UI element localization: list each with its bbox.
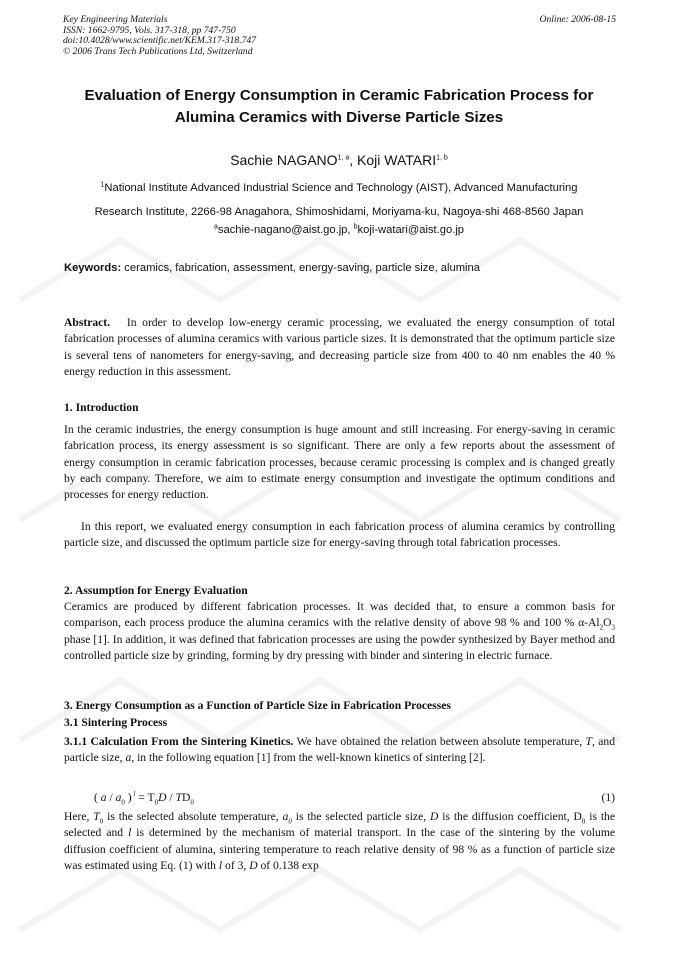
subscript: 0 [190, 798, 194, 807]
var-T: T [585, 735, 592, 748]
text: is the selected particle size, [291, 810, 430, 823]
section-1-paragraph-1: In the ceramic industries, the energy consumption is huge amount and still increasing. For energy-saving in ceramic fabrication process, its energy assessment is so significant. There are only a few reports about the assessment of energy consumption in ceramic fabrication processes, because ceramic processing is complex and is changed greatly by each company. Therefore, we aim to estimate energy consumption and investigate the optimum conditions and processes for energy reduction. [64, 423, 615, 502]
eq-D: D [181, 791, 191, 804]
eq-part: ( [94, 791, 101, 804]
author-1-sup: 1, a [337, 154, 350, 162]
section-2-text-a: Ceramics are produced by different fabrication processes. It was decided that, to ensure a common basis for comparison, each process produce the alumina ceramics with the relative density of above 98 % and 100 % α-Al [64, 600, 615, 630]
subscript: 0 [99, 817, 104, 826]
author-2: Koji WATARI [357, 152, 437, 168]
var-T0: T [93, 810, 100, 823]
journal-name: Key Engineering Materials [63, 14, 168, 25]
author-1: Sachie NAGANO [230, 152, 338, 168]
section-3-heading: 3. Energy Consumption as a Function of Particle Size in Fabrication Processes [64, 699, 451, 712]
section-2-heading: 2. Assumption for Energy Evaluation [64, 584, 248, 597]
text: , and particle size, [64, 735, 615, 765]
section-3-1-1-paragraph-2 [64, 809, 615, 874]
subscript: 0 [288, 817, 292, 826]
section-2-text-c: phase [1]. In addition, it was defined that fabrication processes are using the powder synthesized by Bayer method and controlled particle size by grinding, forming by dry pressing with binder and sintering in electric furnace. [64, 632, 615, 662]
eq-a0: a [115, 791, 122, 804]
eq-D: D [158, 791, 167, 804]
text: is the selected and [64, 810, 615, 840]
copyright: © 2006 Trans Tech Publications Ltd, Switzerland [63, 45, 253, 57]
eq-part: = T [135, 791, 155, 804]
abstract [64, 315, 615, 380]
email-b-sup: b [353, 223, 358, 231]
affiliation [62, 176, 616, 224]
var-D: D [429, 810, 439, 823]
equation-number: (1) [601, 791, 615, 804]
author-list [0, 152, 678, 168]
eq-part: / [166, 791, 176, 804]
eq-T: T [175, 791, 182, 804]
affiliation-line-1: National Institute Advanced Industrial Science and Technology (AIST), Advanced Manufacturing [104, 182, 578, 194]
email-a-sup: a [213, 223, 218, 231]
subscript: 0 [581, 817, 586, 826]
abstract-label: Abstract. [64, 316, 111, 329]
var-a: a [125, 751, 132, 765]
text: Here, [64, 810, 94, 823]
title-line-2: Alumina Ceramics with Diverse Particle Sizes [174, 109, 504, 126]
section-3-1-1-paragraph [64, 734, 615, 767]
email-separator: , [347, 224, 354, 236]
text: of 3, [222, 858, 250, 872]
author-separator: , [349, 152, 358, 168]
eq-a: a [100, 791, 107, 804]
section-1-heading: 1. Introduction [64, 401, 139, 414]
section-1-paragraph-2: In this report, we evaluated energy consumption in each fabrication process of alumina ceramics by controlling particle size, and discussed the optimum particle size for energy-saving through total fabrication processes. [64, 520, 615, 550]
text: , in the following equation [1] from the well-known kinetics of sintering [2]. [131, 751, 486, 765]
eq-part: ) [124, 791, 132, 804]
var-D: D [249, 858, 258, 872]
online-date: Online: 2006-08-15 [539, 14, 616, 25]
subscript: 0 [154, 798, 159, 807]
text: is the selected absolute temperature, [103, 810, 283, 823]
section-2-text-b: O [603, 616, 612, 630]
journal-header [63, 15, 256, 57]
keywords-label: Keywords: [64, 262, 122, 274]
paper-title [40, 85, 638, 129]
author-2-sup: 1, b [436, 154, 448, 162]
var-a0: a [282, 810, 289, 823]
title-line-1: Evaluation of Energy Consumption in Ceramic Fabrication Process for [84, 87, 594, 104]
affiliation-sup: 1 [100, 181, 105, 189]
section-3-1-1-heading: 3.1.1 Calculation From the Sintering Kinetics. [64, 735, 294, 748]
text: is the diffusion coefficient, D [438, 810, 582, 823]
keywords [64, 262, 480, 274]
email-line [0, 224, 678, 236]
eq-part: / [106, 791, 116, 804]
text: of 0.138 exp [257, 858, 319, 872]
issn: ISSN: 1662-9795, Vols. 317-318, pp 747-750 [63, 24, 236, 36]
equation-1 [94, 790, 615, 807]
abstract-text: In order to develop low-energy ceramic processing, we evaluated the energy consumption of total fabrication processes of alumina ceramics with various particle sizes. It is demonstrated that the optimum particle size is several tens of nanometers for energy-saving, and decreasing particle size from 400 to 40 nm enables the 40 % energy reduction in this assessment. [64, 316, 615, 378]
affiliation-line-2: Research Institute, 2266-98 Anagahora, Shimoshidami, Moriyama-ku, Nagoya-shi 468-8560 Japan [94, 206, 584, 218]
text: is determined by the mechanism of material transport. In the case of the sintering by the volume diffusion coefficient of alumina, sintering temperature to reach relative density of 98 % as a function of particle size was estimated using Eq. (1) with [64, 826, 615, 872]
text: We have obtained the relation between absolute temperature, [293, 735, 586, 748]
var-l: l [218, 858, 223, 872]
subscript: 3 [611, 623, 615, 632]
keywords-text: ceramics, fabrication, assessment, energy-saving, particle size, alumina [121, 262, 480, 274]
eq-exponent: l [131, 790, 136, 799]
doi: doi:10.4028/www.scientific.net/KEM.317-318.747 [63, 35, 257, 47]
section-2-paragraph [64, 599, 615, 664]
section-3-1-heading: 3.1 Sintering Process [64, 716, 168, 729]
var-l: l [128, 826, 132, 840]
email-b: koji-watari@aist.go.jp [357, 224, 465, 236]
subscript: 0 [121, 798, 125, 807]
subscript: 2 [599, 623, 604, 632]
email-a: sachie-nagano@aist.go.jp [217, 224, 348, 236]
